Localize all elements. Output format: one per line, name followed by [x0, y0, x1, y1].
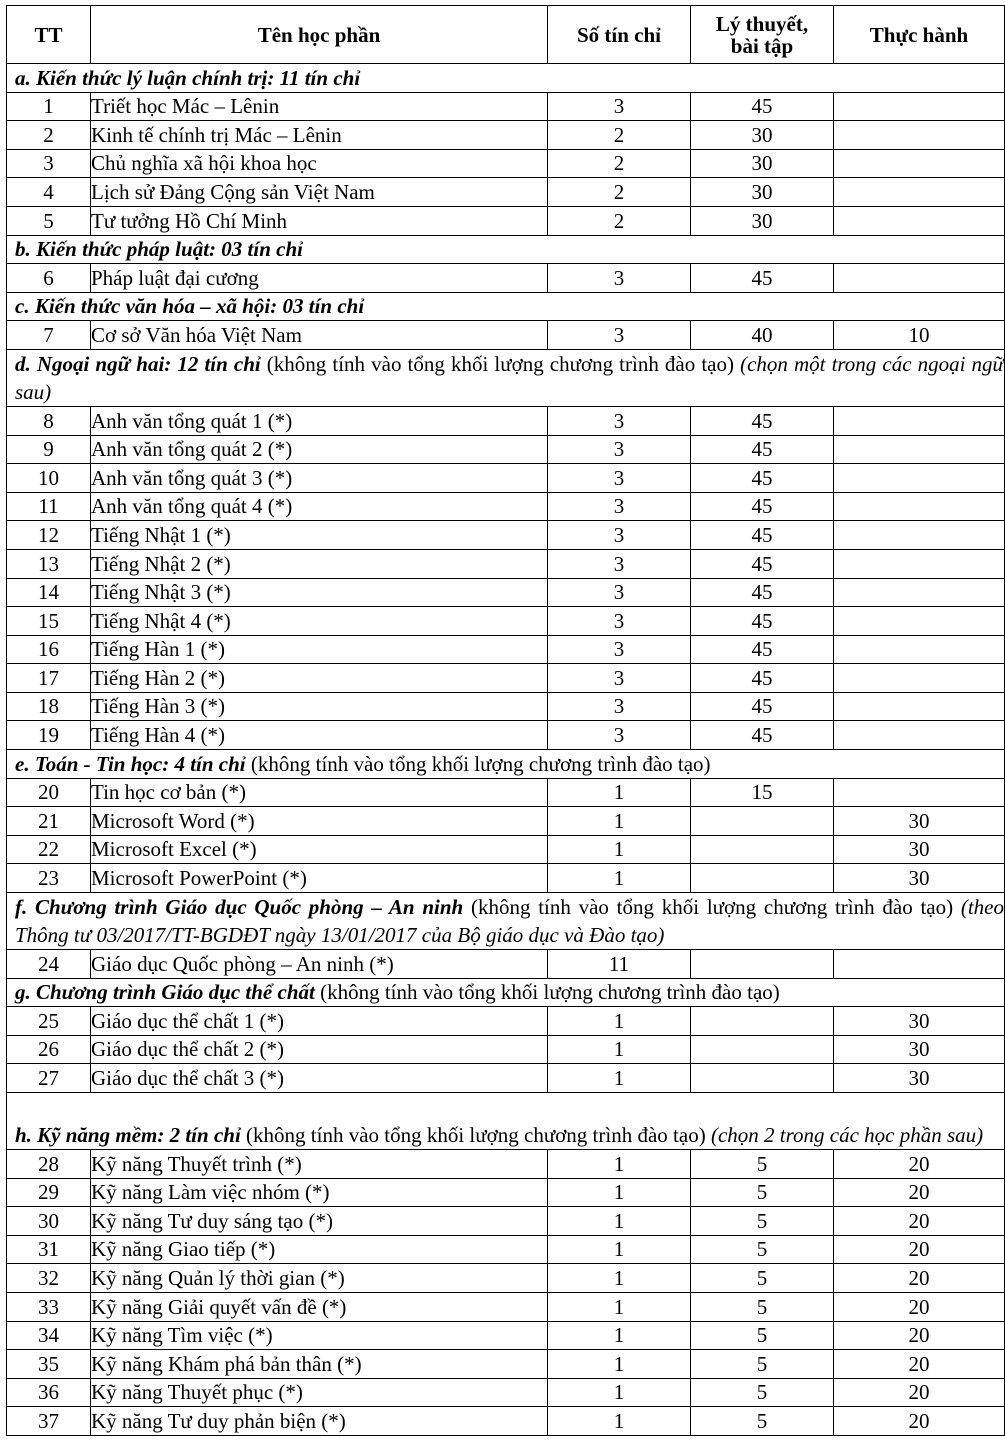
cell-practice: 30 — [834, 1035, 1005, 1064]
cell-theory: 45 — [691, 435, 834, 464]
section-heading — [7, 349, 1005, 406]
cell-course-name: Triết học Mác – Lênin — [91, 92, 548, 121]
cell-course-name: Kỹ năng Giải quyết vấn đề (*) — [91, 1292, 548, 1321]
cell-course-name: Tiếng Hàn 3 (*) — [91, 692, 548, 721]
section-heading — [7, 292, 1005, 321]
cell-theory: 45 — [691, 578, 834, 607]
table-row — [7, 1378, 1005, 1407]
cell-tt: 30 — [7, 1207, 91, 1236]
cell-course-name: Chủ nghĩa xã hội khoa học — [91, 149, 548, 178]
cell-credits: 1 — [548, 1264, 691, 1293]
cell-practice: 20 — [834, 1150, 1005, 1179]
cell-theory: 45 — [691, 464, 834, 493]
cell-tt: 17 — [7, 664, 91, 693]
cell-tt: 18 — [7, 692, 91, 721]
cell-theory — [691, 950, 834, 979]
cell-credits: 3 — [548, 721, 691, 750]
cell-course-name: Anh văn tổng quát 4 (*) — [91, 492, 548, 521]
cell-practice — [834, 464, 1005, 493]
cell-tt: 13 — [7, 549, 91, 578]
cell-practice — [834, 435, 1005, 464]
cell-credits: 1 — [548, 1292, 691, 1321]
cell-practice: 20 — [834, 1235, 1005, 1264]
header-theory — [691, 6, 834, 64]
cell-practice — [834, 778, 1005, 807]
section-row — [7, 292, 1005, 321]
table-row — [7, 635, 1005, 664]
cell-tt: 6 — [7, 264, 91, 293]
table-body — [7, 64, 1005, 1436]
cell-practice — [834, 521, 1005, 550]
table-row — [7, 1178, 1005, 1207]
cell-practice: 20 — [834, 1350, 1005, 1379]
cell-course-name: Tiếng Nhật 1 (*) — [91, 521, 548, 550]
cell-tt: 8 — [7, 406, 91, 435]
cell-tt: 24 — [7, 950, 91, 979]
section-title: a. Kiến thức lý luận chính trị: 11 tín chỉ — [15, 65, 361, 90]
cell-theory: 5 — [691, 1150, 834, 1179]
cell-credits: 1 — [548, 1407, 691, 1436]
cell-course-name: Tiếng Nhật 3 (*) — [91, 578, 548, 607]
table-row — [7, 1350, 1005, 1379]
table-row — [7, 321, 1005, 350]
section-row — [7, 750, 1005, 779]
cell-credits: 2 — [548, 206, 691, 235]
cell-credits: 3 — [548, 435, 691, 464]
section-row — [7, 349, 1005, 406]
cell-tt: 37 — [7, 1407, 91, 1436]
cell-theory: 5 — [691, 1178, 834, 1207]
cell-course-name: Kỹ năng Tìm việc (*) — [91, 1321, 548, 1350]
cell-tt: 1 — [7, 92, 91, 121]
cell-course-name: Kỹ năng Thuyết trình (*) — [91, 1150, 548, 1179]
table-row — [7, 435, 1005, 464]
cell-course-name: Kỹ năng Khám phá bản thân (*) — [91, 1350, 548, 1379]
cell-tt: 4 — [7, 178, 91, 207]
table-row — [7, 1292, 1005, 1321]
table-row — [7, 149, 1005, 178]
cell-tt: 26 — [7, 1035, 91, 1064]
cell-practice — [834, 607, 1005, 636]
cell-course-name: Kỹ năng Thuyết phục (*) — [91, 1378, 548, 1407]
cell-tt: 31 — [7, 1235, 91, 1264]
cell-tt: 32 — [7, 1264, 91, 1293]
cell-credits: 3 — [548, 607, 691, 636]
cell-practice: 20 — [834, 1321, 1005, 1350]
section-title: e. Toán - Tin học: 4 tín chỉ — [15, 751, 246, 776]
cell-credits: 1 — [548, 1378, 691, 1407]
table-row — [7, 692, 1005, 721]
cell-tt: 5 — [7, 206, 91, 235]
cell-theory: 5 — [691, 1264, 834, 1293]
cell-theory: 45 — [691, 264, 834, 293]
cell-theory: 30 — [691, 178, 834, 207]
cell-practice — [834, 492, 1005, 521]
section-italic-note: (theo Thông tư 03/2017/TT-BGDĐT ngày 13/01/2017 của Bộ giáo dục và Đào tạo) — [15, 895, 1004, 948]
section-row — [7, 978, 1005, 1007]
cell-practice — [834, 264, 1005, 293]
cell-credits: 1 — [548, 1350, 691, 1379]
cell-theory: 5 — [691, 1321, 834, 1350]
cell-course-name: Kỹ năng Quản lý thời gian (*) — [91, 1264, 548, 1293]
cell-course-name: Anh văn tổng quát 3 (*) — [91, 464, 548, 493]
cell-tt: 36 — [7, 1378, 91, 1407]
cell-credits: 1 — [548, 1178, 691, 1207]
table-row — [7, 178, 1005, 207]
cell-course-name: Microsoft Excel (*) — [91, 835, 548, 864]
table-row — [7, 121, 1005, 150]
cell-credits: 3 — [548, 578, 691, 607]
cell-credits: 1 — [548, 1207, 691, 1236]
cell-theory — [691, 1064, 834, 1093]
cell-practice: 30 — [834, 835, 1005, 864]
cell-credits: 3 — [548, 549, 691, 578]
cell-credits: 1 — [548, 864, 691, 893]
cell-credits: 3 — [548, 264, 691, 293]
section-note: (không tính vào tổng khối lượng chương trình đào tạo) — [245, 751, 711, 776]
table-row — [7, 521, 1005, 550]
cell-credits: 1 — [548, 778, 691, 807]
cell-credits: 3 — [548, 464, 691, 493]
cell-tt: 33 — [7, 1292, 91, 1321]
cell-course-name: Tư tưởng Hồ Chí Minh — [91, 206, 548, 235]
cell-course-name: Tin học cơ bản (*) — [91, 778, 548, 807]
cell-tt: 25 — [7, 1007, 91, 1036]
cell-theory — [691, 807, 834, 836]
section-note: (không tính vào tổng khối lượng chương trình đào tạo) — [463, 895, 961, 920]
cell-credits: 1 — [548, 1150, 691, 1179]
table-row — [7, 264, 1005, 293]
table-row — [7, 206, 1005, 235]
cell-theory: 45 — [691, 607, 834, 636]
section-title: d. Ngoại ngữ hai: 12 tín chỉ — [15, 351, 261, 376]
cell-course-name: Pháp luật đại cương — [91, 264, 548, 293]
section-title: h. Kỹ năng mềm: 2 tín chỉ — [15, 1123, 241, 1147]
cell-tt: 19 — [7, 721, 91, 750]
cell-credits: 2 — [548, 149, 691, 178]
cell-course-name: Giáo dục thể chất 2 (*) — [91, 1035, 548, 1064]
cell-tt: 15 — [7, 607, 91, 636]
cell-credits: 3 — [548, 92, 691, 121]
table-row — [7, 864, 1005, 893]
cell-theory: 30 — [691, 149, 834, 178]
cell-theory: 45 — [691, 721, 834, 750]
cell-credits: 1 — [548, 1321, 691, 1350]
cell-course-name: Kỹ năng Làm việc nhóm (*) — [91, 1178, 548, 1207]
cell-practice: 10 — [834, 321, 1005, 350]
cell-credits: 3 — [548, 492, 691, 521]
cell-practice — [834, 178, 1005, 207]
table-row — [7, 950, 1005, 979]
cell-credits: 1 — [548, 1235, 691, 1264]
header-theory-label: Lý thuyết, bài tập — [715, 11, 809, 58]
section-heading — [7, 1093, 1005, 1150]
cell-course-name: Lịch sử Đảng Cộng sản Việt Nam — [91, 178, 548, 207]
cell-practice — [834, 950, 1005, 979]
cell-tt: 9 — [7, 435, 91, 464]
cell-theory: 45 — [691, 406, 834, 435]
table-header-row — [7, 6, 1005, 64]
header-credits: Số tín chỉ — [548, 6, 691, 64]
table-row — [7, 92, 1005, 121]
section-row — [7, 64, 1005, 93]
cell-theory: 45 — [691, 521, 834, 550]
cell-theory — [691, 864, 834, 893]
section-title: b. Kiến thức pháp luật: 03 tín chỉ — [15, 237, 303, 262]
cell-tt: 35 — [7, 1350, 91, 1379]
table-row — [7, 492, 1005, 521]
table-row — [7, 835, 1005, 864]
table-row — [7, 406, 1005, 435]
table-row — [7, 1235, 1005, 1264]
cell-course-name: Giáo dục thể chất 3 (*) — [91, 1064, 548, 1093]
section-heading — [7, 64, 1005, 93]
section-italic-note: (chọn một trong các ngoại ngữ sau) — [15, 351, 1004, 404]
cell-tt: 29 — [7, 1178, 91, 1207]
curriculum-table — [6, 5, 1005, 1436]
cell-credits: 3 — [548, 692, 691, 721]
table-row — [7, 1207, 1005, 1236]
cell-credits: 1 — [548, 1007, 691, 1036]
section-row — [7, 235, 1005, 264]
table-row — [7, 1007, 1005, 1036]
cell-course-name: Kỹ năng Tư duy phản biện (*) — [91, 1407, 548, 1436]
cell-practice: 20 — [834, 1207, 1005, 1236]
cell-credits: 11 — [548, 950, 691, 979]
cell-credits: 2 — [548, 121, 691, 150]
section-heading — [7, 978, 1005, 1007]
table-row — [7, 1407, 1005, 1436]
cell-credits: 3 — [548, 321, 691, 350]
section-row — [7, 893, 1005, 950]
table-row — [7, 549, 1005, 578]
cell-practice: 20 — [834, 1407, 1005, 1436]
cell-practice — [834, 692, 1005, 721]
cell-practice — [834, 635, 1005, 664]
cell-practice — [834, 121, 1005, 150]
cell-theory — [691, 1007, 834, 1036]
section-note: (không tính vào tổng khối lượng chương trình đào tạo) — [260, 351, 741, 376]
cell-tt: 3 — [7, 149, 91, 178]
table-row — [7, 607, 1005, 636]
table-row — [7, 578, 1005, 607]
cell-theory: 5 — [691, 1378, 834, 1407]
cell-tt: 7 — [7, 321, 91, 350]
table-row — [7, 778, 1005, 807]
cell-theory: 30 — [691, 121, 834, 150]
cell-theory: 45 — [691, 549, 834, 578]
section-note: (không tính vào tổng khối lượng chương trình đào tạo) — [314, 980, 780, 1005]
cell-practice — [834, 92, 1005, 121]
table-row — [7, 1264, 1005, 1293]
cell-practice — [834, 206, 1005, 235]
cell-credits: 1 — [548, 835, 691, 864]
cell-course-name: Tiếng Nhật 4 (*) — [91, 607, 548, 636]
cell-tt: 14 — [7, 578, 91, 607]
cell-credits: 1 — [548, 1035, 691, 1064]
cell-course-name: Tiếng Hàn 2 (*) — [91, 664, 548, 693]
cell-course-name: Cơ sở Văn hóa Việt Nam — [91, 321, 548, 350]
cell-tt: 28 — [7, 1150, 91, 1179]
header-course-name: Tên học phần — [91, 6, 548, 64]
section-heading — [7, 750, 1005, 779]
cell-tt: 27 — [7, 1064, 91, 1093]
cell-theory: 45 — [691, 492, 834, 521]
cell-theory: 5 — [691, 1235, 834, 1264]
cell-theory — [691, 835, 834, 864]
section-title: f. Chương trình Giáo dục Quốc phòng – An ninh — [15, 895, 464, 920]
cell-theory: 40 — [691, 321, 834, 350]
cell-credits: 2 — [548, 178, 691, 207]
cell-tt: 12 — [7, 521, 91, 550]
table-row — [7, 1321, 1005, 1350]
cell-theory: 45 — [691, 664, 834, 693]
header-tt: TT — [7, 6, 91, 64]
cell-tt: 20 — [7, 778, 91, 807]
cell-course-name: Kỹ năng Giao tiếp (*) — [91, 1235, 548, 1264]
table-row — [7, 1035, 1005, 1064]
cell-theory — [691, 1035, 834, 1064]
header-practice: Thực hành — [834, 6, 1005, 64]
cell-course-name: Tiếng Hàn 4 (*) — [91, 721, 548, 750]
cell-practice — [834, 578, 1005, 607]
cell-tt: 34 — [7, 1321, 91, 1350]
cell-practice: 20 — [834, 1292, 1005, 1321]
cell-theory: 5 — [691, 1207, 834, 1236]
cell-course-name: Tiếng Hàn 1 (*) — [91, 635, 548, 664]
cell-practice: 30 — [834, 864, 1005, 893]
cell-tt: 22 — [7, 835, 91, 864]
cell-theory: 30 — [691, 206, 834, 235]
cell-practice — [834, 149, 1005, 178]
cell-credits: 3 — [548, 664, 691, 693]
cell-course-name: Anh văn tổng quát 2 (*) — [91, 435, 548, 464]
cell-tt: 11 — [7, 492, 91, 521]
cell-course-name: Kinh tế chính trị Mác – Lênin — [91, 121, 548, 150]
cell-tt: 2 — [7, 121, 91, 150]
cell-course-name: Microsoft PowerPoint (*) — [91, 864, 548, 893]
cell-course-name: Giáo dục Quốc phòng – An ninh (*) — [91, 950, 548, 979]
cell-course-name: Anh văn tổng quát 1 (*) — [91, 406, 548, 435]
section-heading — [7, 235, 1005, 264]
cell-credits: 1 — [548, 807, 691, 836]
cell-credits: 3 — [548, 521, 691, 550]
cell-theory: 45 — [691, 692, 834, 721]
cell-practice — [834, 549, 1005, 578]
cell-tt: 21 — [7, 807, 91, 836]
cell-tt: 10 — [7, 464, 91, 493]
table-row — [7, 1150, 1005, 1179]
cell-theory: 45 — [691, 92, 834, 121]
cell-credits: 3 — [548, 406, 691, 435]
cell-practice: 20 — [834, 1378, 1005, 1407]
cell-course-name: Tiếng Nhật 2 (*) — [91, 549, 548, 578]
section-heading — [7, 893, 1005, 950]
cell-tt: 23 — [7, 864, 91, 893]
cell-practice — [834, 721, 1005, 750]
cell-course-name: Giáo dục thể chất 1 (*) — [91, 1007, 548, 1036]
cell-course-name: Microsoft Word (*) — [91, 807, 548, 836]
cell-theory: 5 — [691, 1350, 834, 1379]
cell-practice: 20 — [834, 1264, 1005, 1293]
cell-theory: 5 — [691, 1292, 834, 1321]
cell-tt: 16 — [7, 635, 91, 664]
cell-theory: 15 — [691, 778, 834, 807]
cell-practice — [834, 406, 1005, 435]
cell-practice: 20 — [834, 1178, 1005, 1207]
section-title: c. Kiến thức văn hóa – xã hội: 03 tín chỉ — [15, 294, 365, 319]
section-italic-note: (chọn 2 trong các học phần sau) — [710, 1123, 984, 1147]
section-row — [7, 1093, 1005, 1150]
cell-credits: 1 — [548, 1064, 691, 1093]
cell-practice: 30 — [834, 1064, 1005, 1093]
cell-practice — [834, 664, 1005, 693]
table-row — [7, 464, 1005, 493]
table-row — [7, 721, 1005, 750]
table-row — [7, 1064, 1005, 1093]
section-note: (không tính vào tổng khối lượng chương trình đào tạo) — [240, 1123, 711, 1147]
table-row — [7, 664, 1005, 693]
cell-course-name: Kỹ năng Tư duy sáng tạo (*) — [91, 1207, 548, 1236]
cell-credits: 3 — [548, 635, 691, 664]
cell-theory: 45 — [691, 635, 834, 664]
cell-practice: 30 — [834, 1007, 1005, 1036]
cell-practice: 30 — [834, 807, 1005, 836]
section-title: g. Chương trình Giáo dục thể chất — [15, 980, 315, 1005]
table-row — [7, 807, 1005, 836]
cell-theory: 5 — [691, 1407, 834, 1436]
